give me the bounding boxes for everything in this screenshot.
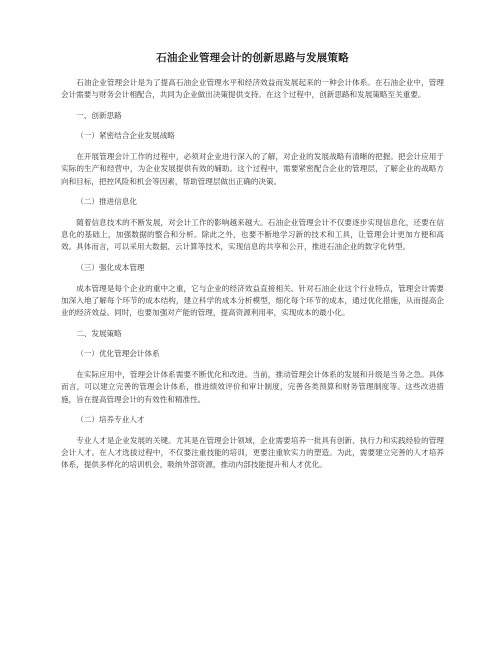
subsection-heading-strategy: （一）紧密结合企业发展战略 bbox=[76, 131, 175, 141]
paragraph-system: 在实际应用中，管理会计体系需要不断优化和改进。当前，推动管理会计体系的发展和升级是当务之急。具体而言，可以建立完善的管理会计体系，推进绩效评价和审计制度，完善各类预算和财务管理制度等。这些改进措施，旨在提高管理会计的有效性和精准性。 bbox=[61, 370, 444, 404]
document-title: 石油企业管理会计的创新思路与发展策略 bbox=[156, 52, 349, 64]
section-heading-development: 二、发展策略 bbox=[76, 328, 122, 338]
subsection-heading-cost: （三）强化成本管理 bbox=[76, 263, 145, 273]
subsection-heading-talent: （二）培养专业人才 bbox=[76, 415, 145, 425]
section-heading-innovation: 一、创新思路 bbox=[76, 110, 122, 120]
intro-paragraph: 石油企业管理会计是为了提高石油企业管理水平和经济效益而发展起来的一种会计体系。在石油企业中，管理会计需要与财务会计相配合，共同为企业做出决策提供支持。在这个过程中，创新思路和发展策略至关重要。 bbox=[61, 78, 444, 100]
paragraph-talent: 专业人才是企业发展的关键。尤其是在管理会计领域，企业需要培养一批具有创新、执行力和实践经验的管理会计人才。在人才选拔过程中，不仅要注重技能的培训，更要注重软实力的塑造。为此，需要建立完善的人才培养体系，提供多样化的培训机会，吸纳外部资源，推动内部技能提升和人才优化。 bbox=[61, 435, 444, 470]
paragraph-informatization: 随着信息技术的不断发展，对会计工作的影响越来越大。石油企业管理会计不仅要逐步实现信息化，还要在信息化的基础上，加强数据的整合和分析。除此之外，也要不断地学习新的技术和工具，让管理会计更加方便和高效。具体而言，可以采用大数据、云计算等技术，实现信息的共享和公开，推进石油企业的数字化转型。 bbox=[61, 217, 444, 252]
paragraph-strategy: 在开展管理会计工作的过程中，必须对企业进行深入的了解，对企业的发展战略有清晰的把握。把会计应用于实际的生产和经营中，为企业发展提供有效的辅助。这个过程中，需要紧密配合企业的管理层，了解企业的战略方向和目标，把控风险和机会等因素，帮助管理层做出正确的决策。 bbox=[61, 152, 444, 186]
paragraph-cost: 成本管理是每个企业的重中之重，它与企业的经济效益直接相关。针对石油企业这个行业特点，管理会计需要加深入地了解每个环节的成本结构，建立科学的成本分析模型，细化每个环节的成本，通过优化措施，从而提高企业的经济效益。同时，也要加强对产能的管理，提高资源利用率，实现成本的最小化。 bbox=[61, 283, 444, 318]
subsection-heading-informatization: （二）推进信息化 bbox=[76, 197, 137, 207]
subsection-heading-system: （一）优化管理会计体系 bbox=[76, 349, 160, 359]
